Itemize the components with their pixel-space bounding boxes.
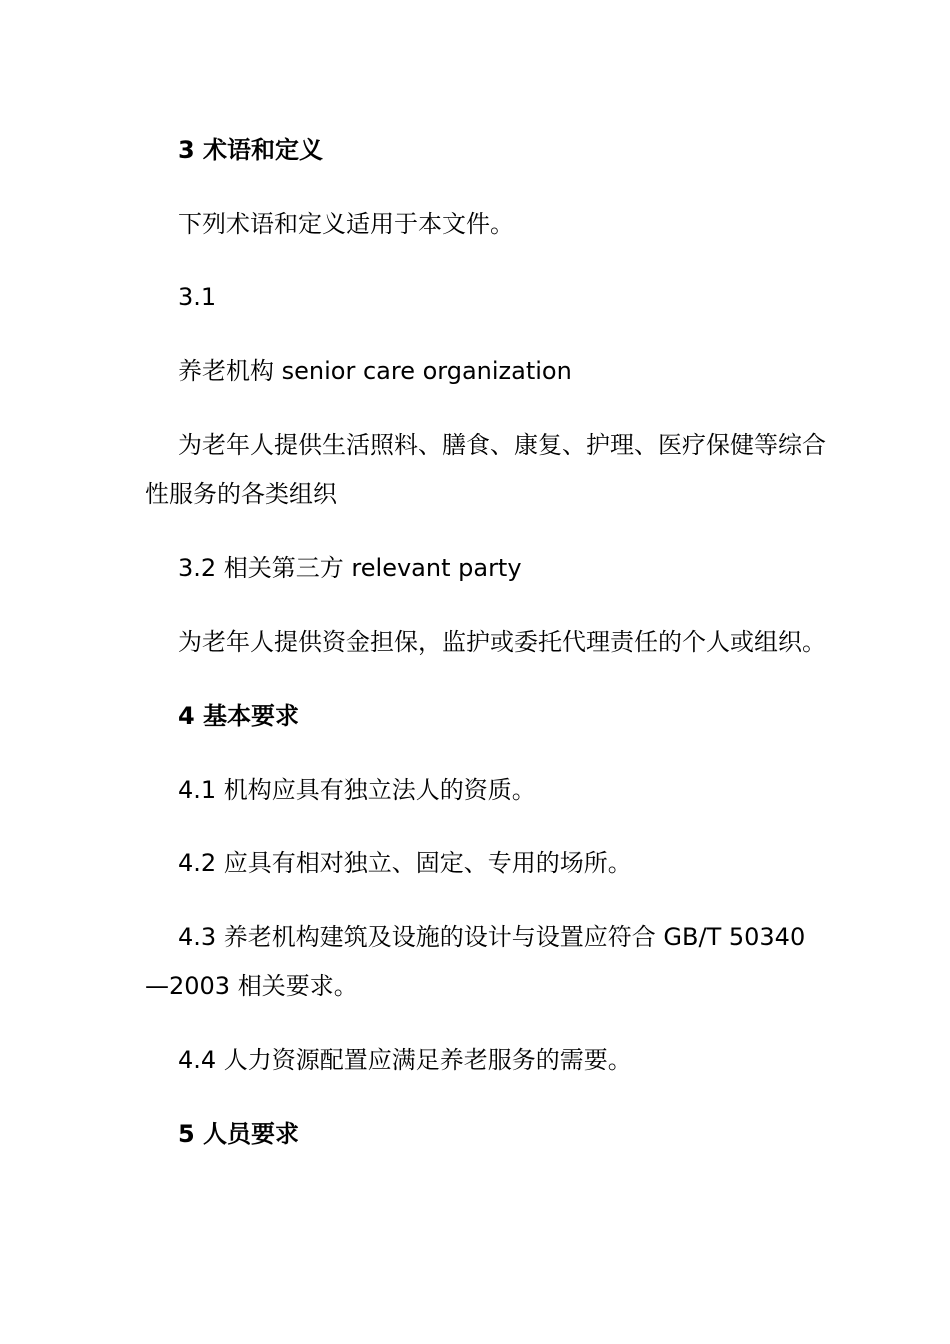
clause-4-3-line-1: 4.3 养老机构建筑及设施的设计与设置应符合 GB/T 50340 — [178, 923, 806, 951]
intro-paragraph: 下列术语和定义适用于本文件。 — [178, 210, 514, 238]
clause-4-4: 4.4 人力资源配置应满足养老服务的需要。 — [178, 1046, 632, 1074]
section-heading-3: 3 术语和定义 — [178, 136, 324, 164]
term-3-1-title: 养老机构 senior care organization — [178, 357, 572, 385]
term-3-1-definition-line-1: 为老年人提供生活照料、膳食、康复、护理、医疗保健等综合 — [178, 431, 826, 459]
term-3-2-title: 3.2 相关第三方 relevant party — [178, 554, 522, 582]
clause-4-3-line-2: —2003 相关要求。 — [145, 972, 358, 1000]
term-3-2-definition: 为老年人提供资金担保，监护或委托代理责任的个人或组织。 — [178, 628, 826, 656]
clause-4-2: 4.2 应具有相对独立、固定、专用的场所。 — [178, 849, 632, 877]
term-3-1-definition-line-2: 性服务的各类组织 — [145, 480, 337, 508]
section-heading-5: 5 人员要求 — [178, 1120, 300, 1148]
term-number-3-1: 3.1 — [178, 283, 217, 311]
section-heading-4: 4 基本要求 — [178, 702, 300, 730]
clause-4-1: 4.1 机构应具有独立法人的资质。 — [178, 776, 536, 804]
